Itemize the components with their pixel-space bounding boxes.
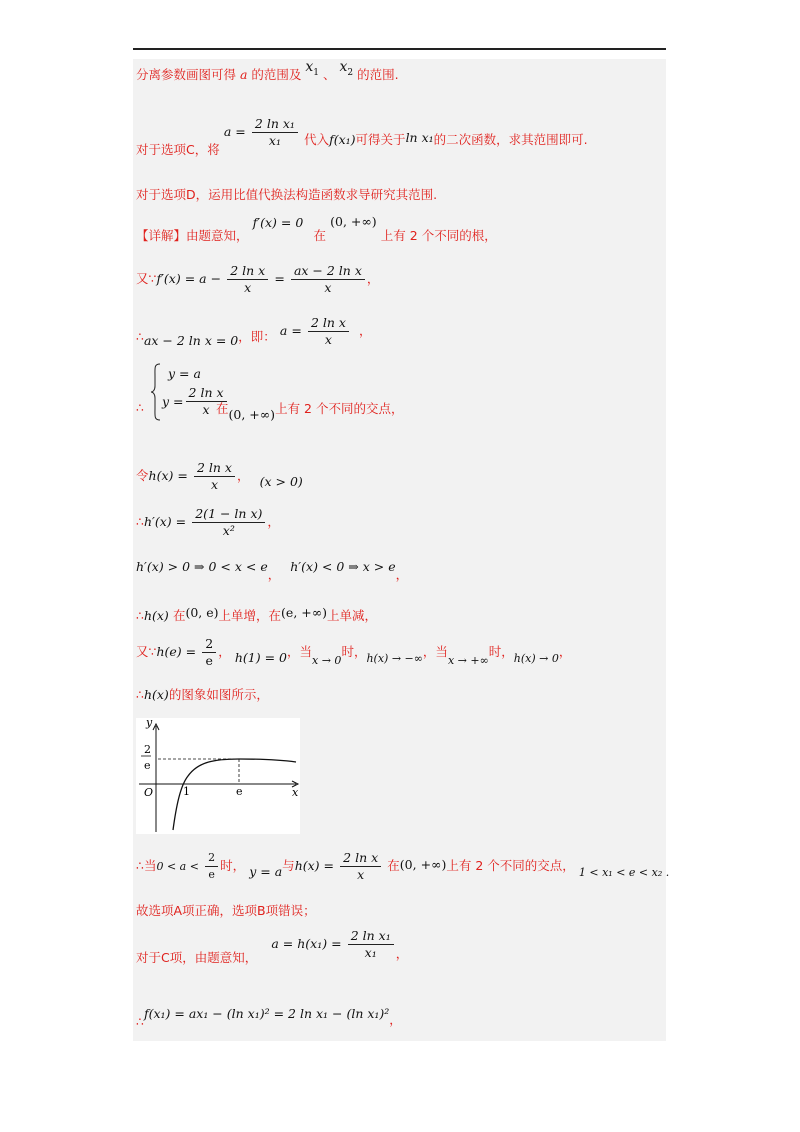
line-13: ∴h(x)的图象如图所示， <box>136 687 269 702</box>
fraction: $\frac{\text{2 ln x}}{x}$ <box>186 386 227 417</box>
y-label: y <box>146 718 153 729</box>
line-16: 对于C项，由题意知， a = h(x₁) = $\frac{\text{2 ln x₁}}{\text{x₁}}$ ， <box>136 928 409 965</box>
fraction: $\frac{\text{2 ln x₁}}{\text{x₁}}$ <box>348 929 394 960</box>
fraction: $\frac{\text{2 ln x₁}}{\text{x₁}}$ <box>252 117 298 148</box>
line-2: 对于选项C，将 a = $\frac{\text{2 ln x₁}}{\text{x₁}}$ 代入f(x₁)可得关于ln x₁的二次函数，求其范围即可. <box>136 116 588 157</box>
system-tail: 在$_{(0, +\infty)}$上有 2 个不同的交点， <box>216 401 404 422</box>
fraction: $\frac{\text{2 ln x}}{x}$ <box>308 316 349 347</box>
graph-background <box>136 718 300 834</box>
origin-label: O <box>144 786 154 799</box>
line-9: ∴h′(x) = $\frac{\text{2(1 − ln x)}}{\text{x²}}$ ， <box>136 506 280 538</box>
line-4: 【详解】由题意知， f′(x) = 0 在 (0, +∞) 上有 2 个不同的根， <box>136 214 497 243</box>
line-5: 又∵f′(x) = a − $\frac{\text{2 ln x}}{x}$ = $\frac{\text{ax − 2 ln x}}{x}$ ， <box>136 263 380 295</box>
line-15: 故选项A项正确，选项B项错误； <box>136 903 316 918</box>
line-14: ∴当0 < a < $\frac{2}{e}$ 时， y = a与h(x) = $\frac{\text{2 ln x}}{x}$ 在(0, +∞)上有 2 个不同的交点， $_{1 < x_1 < e < x_2 .}$ <box>136 850 670 882</box>
line-11: ∴h(x) 在(0, e)上单增，在(e, +∞)上单减， <box>136 605 378 623</box>
tick-e-den: e <box>144 759 151 772</box>
fraction: $\frac{\text{2 ln x}}{x}$ <box>194 461 235 492</box>
fraction: $\frac{2}{e}$ <box>205 851 218 882</box>
tick-2: 2 <box>144 743 151 756</box>
x-label: x <box>292 786 299 799</box>
function-graph <box>136 718 300 834</box>
line-17: ∴f(x₁) = ax₁ − (ln x₁)² = 2 ln x₁ − (ln x₁)²， <box>136 1006 402 1029</box>
line-6: ∴ax − 2 ln x = 0，即： a = $\frac{\text{2 ln x}}{x}$ ， <box>136 315 372 348</box>
line-12: 又∵h(e) = $\frac{2}{e}$ ， h(1) = 0，当$_{x \to 0}$时，$_{h(x) \to -\infty}$，当$_{x \to +\infty}$时，$_{h(x) \to 0}$， <box>136 636 572 668</box>
tick-e: e <box>236 785 243 798</box>
system-row-2: y = $\frac{\text{2 ln x}}{x}$ <box>162 386 229 417</box>
line-1: 分离参数画图可得 a 的范围及 $x^1$ 、 $x^2$ 的范围. <box>136 59 399 82</box>
line-10: h′(x) > 0 ⇒ 0 < x < e，h′(x) < 0 ⇒ x > e， <box>136 559 409 582</box>
header-rule <box>133 48 666 50</box>
content-panel <box>133 59 666 1041</box>
line-8: 令h(x) = $\frac{\text{2 ln x}}{x}$ ， (x > 0) <box>136 460 303 492</box>
fraction: $\frac{\text{2(1 − ln x)}}{\text{x²}}$ <box>192 507 265 538</box>
fraction: $\frac{2}{e}$ <box>202 637 216 668</box>
fraction: $\frac{\text{2 ln x}}{x}$ <box>340 851 381 882</box>
fraction: $\frac{\text{ax − 2 ln x}}{x}$ <box>291 264 365 295</box>
line-7: ∴ <box>136 400 144 415</box>
line-3: 对于选项D，运用比值代换法构造函数求导研究其范围. <box>136 187 438 202</box>
fraction: $\frac{\text{2 ln x}}{x}$ <box>227 264 268 295</box>
tick-1: 1 <box>183 785 190 798</box>
